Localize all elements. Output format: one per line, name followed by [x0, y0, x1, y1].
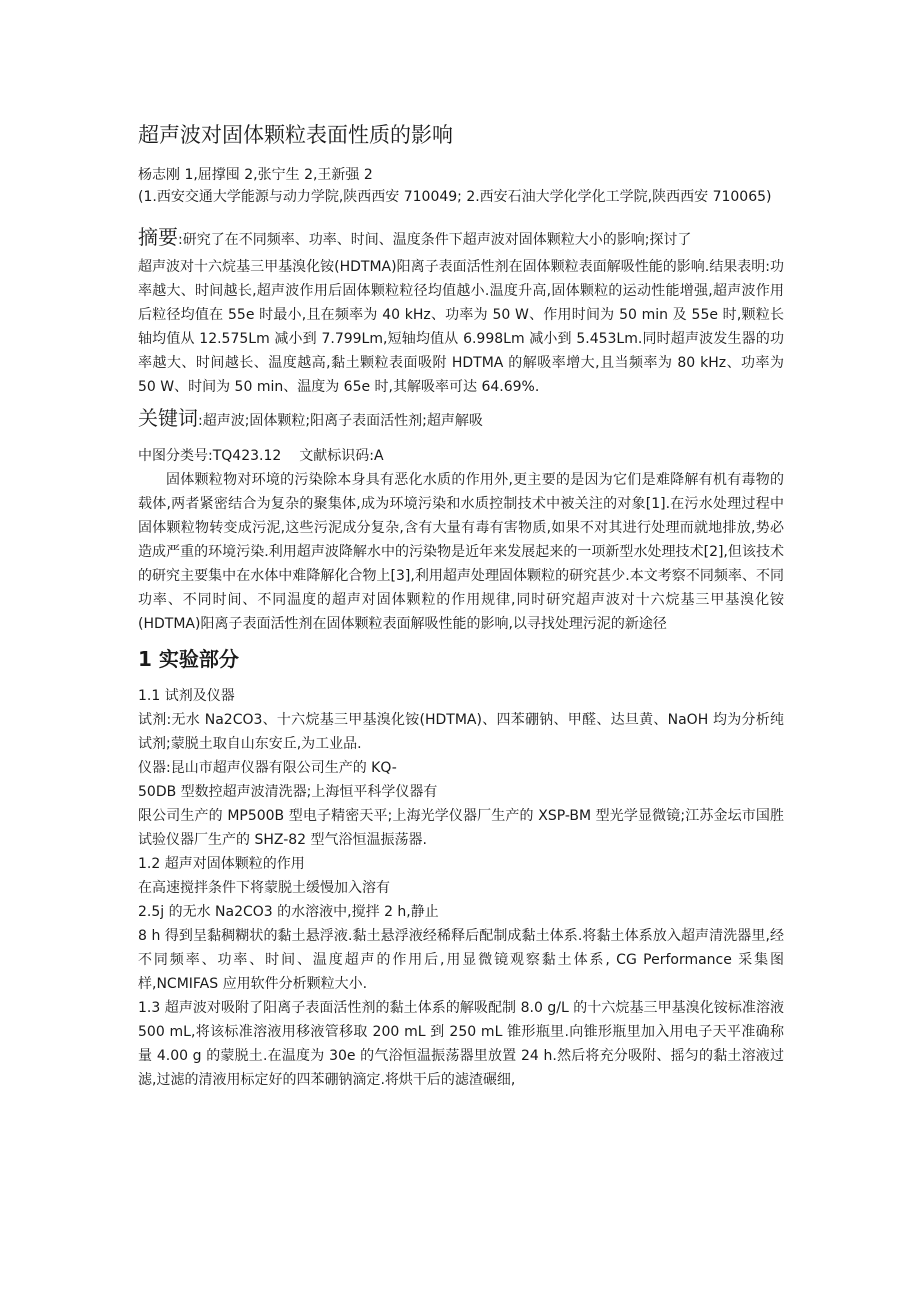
abstract-first-text: :研究了在不同频率、功率、时间、温度条件下超声波对固体颗粒大小的影响;探讨了 — [178, 232, 692, 248]
author-list: 杨志刚 1,屈撑囤 2,张宁生 2,王新强 2 — [138, 167, 373, 183]
affiliation: (1.西安交通大学能源与动力学院,陕西西安 710049; 2.西安石油大学化学化工学院,陕西西安 710065) — [138, 189, 772, 205]
subsection-heading: 1.2 超声对固体颗粒的作用 — [138, 856, 305, 872]
abstract-first-line — [138, 222, 784, 255]
document-code: 文献标识码:A — [299, 448, 384, 464]
keywords-line — [138, 403, 784, 436]
procedure-paragraph: 8 h 得到呈黏稠糊状的黏土悬浮液.黏土悬浮液经稀释后配制成黏土体系.将黏土体系放入超声清洗器里,经不同频率、功率、时间、温度超声的作用后,用显微镜观察黏土体系, CG Performance 采集图样,NCMIFAS 应用软件分析颗粒大小. — [138, 928, 784, 992]
article-body — [138, 120, 784, 1092]
keywords-text: :超声波;固体颗粒;阳离子表面活性剂;超声解吸 — [198, 413, 483, 429]
paper-title: 超声波对固体颗粒表面性质的影响 — [138, 123, 453, 147]
instrument-line: 50DB 型数控超声波清洗器;上海恒平科学仪器有 — [138, 784, 438, 800]
reagents-paragraph: 试剂:无水 Na2CO3、十六烷基三甲基溴化铵(HDTMA)、四苯硼钠、甲醛、达旦黄、NaOH 均为分析纯试剂;蒙脱土取自山东安丘,为工业品. — [138, 712, 784, 752]
instrument-line: 仪器:昆山市超声仪器有限公司生产的 KQ- — [138, 760, 397, 776]
abstract-label: 摘要 — [138, 225, 178, 249]
keywords-label: 关键词 — [138, 406, 198, 430]
subsection-heading: 1.1 试剂及仪器 — [138, 688, 235, 704]
classification-line — [138, 444, 784, 468]
instrument-paragraph: 限公司生产的 MP500B 型电子精密天平;上海光学仪器厂生产的 XSP-BM 型光学显微镜;江苏金坛市国胜试验仪器厂生产的 SHZ-82 型气浴恒温振荡器. — [138, 808, 784, 848]
section-heading: 1 实验部分 — [138, 647, 239, 671]
clc-number: 中图分类号:TQ423.12 — [138, 448, 282, 464]
procedure-line: 在高速搅拌条件下将蒙脱土缓慢加入溶有 — [138, 880, 390, 896]
abstract-body: 超声波对十六烷基三甲基溴化铵(HDTMA)阳离子表面活性剂在固体颗粒表面解吸性能的影响.结果表明:功率越大、时间越长,超声波作用后固体颗粒粒径均值越小.温度升高,固体颗粒的运动性能增强,超声波作用后粒径均值在 55e 时最小,且在频率为 40 kHz、功率为 50 W、作用时间为 50 min 及 55e 时,颗粒长轴均值从 12.575Lm 减小到 7.799Lm,短轴均值从 6.998Lm 减小到 5.453Lm.同时超声波发生器的功率越大、时间越长、温度越高,黏土颗粒表面吸附 HDTMA 的解吸率增大,且当频率为 80 kHz、功率为 50 W、时间为 50 min、温度为 65e 时,其解吸率可达 64.69%. — [138, 259, 784, 395]
desorption-paragraph: 1.3 超声波对吸附了阳离子表面活性剂的黏土体系的解吸配制 8.0 g/L 的十六烷基三甲基溴化铵标准溶液 500 mL,将该标准溶液用移液管移取 200 mL 到 250 mL 锥形瓶里.向锥形瓶里加入用电子天平准确称量 4.00 g 的蒙脱土.在温度为 30e 的气浴恒温振荡器里放置 24 h.然后将充分吸附、摇匀的黏土溶液过滤,过滤的清液用标定好的四苯硼钠滴定.将烘干后的滤渣碾细, — [138, 1000, 784, 1088]
intro-paragraph: 固体颗粒物对环境的污染除本身具有恶化水质的作用外,更主要的是因为它们是难降解有机有毒物的载体,两者紧密结合为复杂的聚集体,成为环境污染和水质控制技术中被关注的对象[1].在污水处理过程中固体颗粒物转变成污泥,这些污泥成分复杂,含有大量有毒有害物质,如果不对其进行处理而就地排放,势必造成严重的环境污染.利用超声波降解水中的污染物是近年来发展起来的一项新型水处理技术[2],但该技术的研究主要集中在水体中难降解化合物上[3],利用超声处理固体颗粒的研究甚少.本文考察不同频率、不同功率、不同时间、不同温度的超声对固体颗粒的作用规律,同时研究超声波对十六烷基三甲基溴化铵(HDTMA)阳离子表面活性剂在固体颗粒表面解吸性能的影响,以寻找处理污泥的新途径 — [138, 472, 784, 632]
procedure-line: 2.5j 的无水 Na2CO3 的水溶液中,搅拌 2 h,静止 — [138, 904, 439, 920]
